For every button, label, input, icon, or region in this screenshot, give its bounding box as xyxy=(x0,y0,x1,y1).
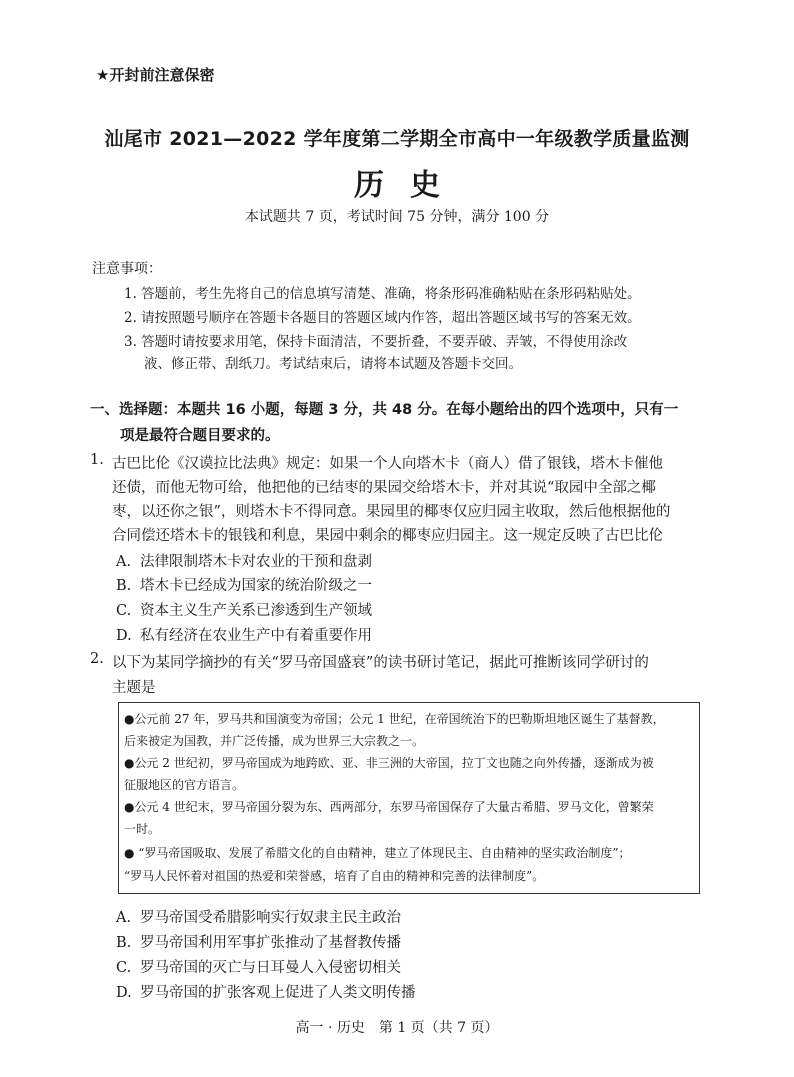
option-label: C. xyxy=(116,603,132,619)
section-heading-cont: 项是最符合题目要求的。 xyxy=(120,428,280,444)
question-1-text: 古巴比伦《汉谟拉比法典》规定：如果一个人向塔木卡（商人）借了银钱，塔木卡催他 xyxy=(112,456,663,472)
option-label: A. xyxy=(116,910,132,926)
question-2-option-d xyxy=(116,981,416,1002)
option-label: D. xyxy=(116,628,132,644)
subject-title: 历史 xyxy=(354,168,466,203)
reading-note-line: ● “罗马帝国吸取、发展了希腊文化的自由精神，建立了体现民主、自由精神的坚实政治制度”； xyxy=(124,846,631,860)
question-2-number: 2. xyxy=(90,651,104,667)
reading-note-line: “罗马人民怀着对祖国的热爱和荣誉感，培育了自由的精神和完善的法律制度”。 xyxy=(124,869,545,883)
page-footer: 高一 · 历史 第 1 页（共 7 页） xyxy=(295,1020,499,1036)
question-1-text: 还债，而他无物可给，他把他的已结枣的果园交给塔木卡，并对其说“取园中全部之椰 xyxy=(112,480,656,496)
reading-note-line: ●公元前 27 年，罗马共和国演变为帝国；公元 1 世纪，在帝国统治下的巴勒斯坦地区诞生了基督教， xyxy=(124,712,665,726)
section-heading: 一、选择题：本题共 16 小题，每题 3 分，共 48 分。在每小题给出的四个选项中，只有一 xyxy=(90,402,679,418)
option-text: 法律限制塔木卡对农业的干预和盘剥 xyxy=(140,554,372,570)
question-1-text: 枣，以还你之银”，则塔木卡不得同意。果园里的椰枣仅应归园主收取，然后他根据他的 xyxy=(112,504,671,520)
question-2-text: 以下为某同学摘抄的有关“罗马帝国盛衰”的读书研讨笔记，据此可推断该同学研讨的 xyxy=(112,655,649,671)
question-1-text: 合同偿还塔木卡的银钱和利息，果园中剩余的椰枣应归园主。这一规定反映了古巴比伦 xyxy=(112,528,663,544)
question-1-option-b xyxy=(116,574,372,595)
option-text: 罗马帝国受希腊影响实行奴隶主民主政治 xyxy=(140,910,401,926)
question-2-text: 主题是 xyxy=(112,680,156,696)
option-text: 罗马帝国利用军事扩张推动了基督教传播 xyxy=(140,935,401,951)
question-1-option-d xyxy=(116,624,372,645)
reading-note-line: ●公元 4 世纪末，罗马帝国分裂为东、西两部分，东罗马帝国保存了大量古希腊、罗马文化，曾繁荣 xyxy=(124,800,654,814)
exam-info: 本试题共 7 页，考试时间 75 分钟，满分 100 分 xyxy=(244,209,550,225)
option-text: 塔木卡已经成为国家的统治阶级之一 xyxy=(140,578,372,594)
option-label: A. xyxy=(116,554,132,570)
notes-title: 注意事项： xyxy=(92,261,162,277)
option-text: 私有经济在农业生产中有着重要作用 xyxy=(140,628,372,644)
option-text: 罗马帝国的扩张客观上促进了人类文明传播 xyxy=(140,985,416,1001)
question-2-option-a xyxy=(116,906,401,927)
question-1-option-a xyxy=(116,550,372,571)
confidential-notice: ★开封前注意保密 xyxy=(96,66,215,84)
note-item-continued: 液、修正带、刮纸刀。考试结束后，请将本试题及答题卡交回。 xyxy=(144,356,522,372)
reading-note-line: 一时。 xyxy=(124,822,161,836)
reading-note-line: 征服地区的官方语言。 xyxy=(124,778,245,792)
option-label: C. xyxy=(116,960,132,976)
reading-note-line: 后来被定为国教，并广泛传播，成为世界三大宗教之一。 xyxy=(124,734,425,748)
note-item: 1. 答题前，考生先将自己的信息填写清楚、准确，将条形码准确粘贴在条形码粘贴处。 xyxy=(124,286,641,302)
note-item: 2. 请按照题号顺序在答题卡各题目的答题区域内作答，超出答题区域书写的答案无效。 xyxy=(124,310,641,326)
question-2-option-b xyxy=(116,931,401,952)
option-label: B. xyxy=(116,935,132,951)
question-1-number: 1. xyxy=(90,452,104,468)
note-item: 3. 答题时请按要求用笔，保持卡面清洁，不要折叠，不要弄破、弄皱，不得使用涂改 xyxy=(124,334,628,350)
question-1-option-c xyxy=(116,599,372,620)
exam-title: 汕尾市 2021—2022 学年度第二学期全市高中一年级教学质量监测 xyxy=(104,128,690,150)
option-text: 资本主义生产关系已渗透到生产领域 xyxy=(140,603,372,619)
reading-note-line: ●公元 2 世纪初，罗马帝国成为地跨欧、亚、非三洲的大帝国，拉丁文也随之向外传播，逐渐成为被 xyxy=(124,756,654,770)
option-text: 罗马帝国的灭亡与日耳曼人入侵密切相关 xyxy=(140,960,401,976)
option-label: D. xyxy=(116,985,132,1001)
option-label: B. xyxy=(116,578,132,594)
question-2-option-c xyxy=(116,956,401,977)
